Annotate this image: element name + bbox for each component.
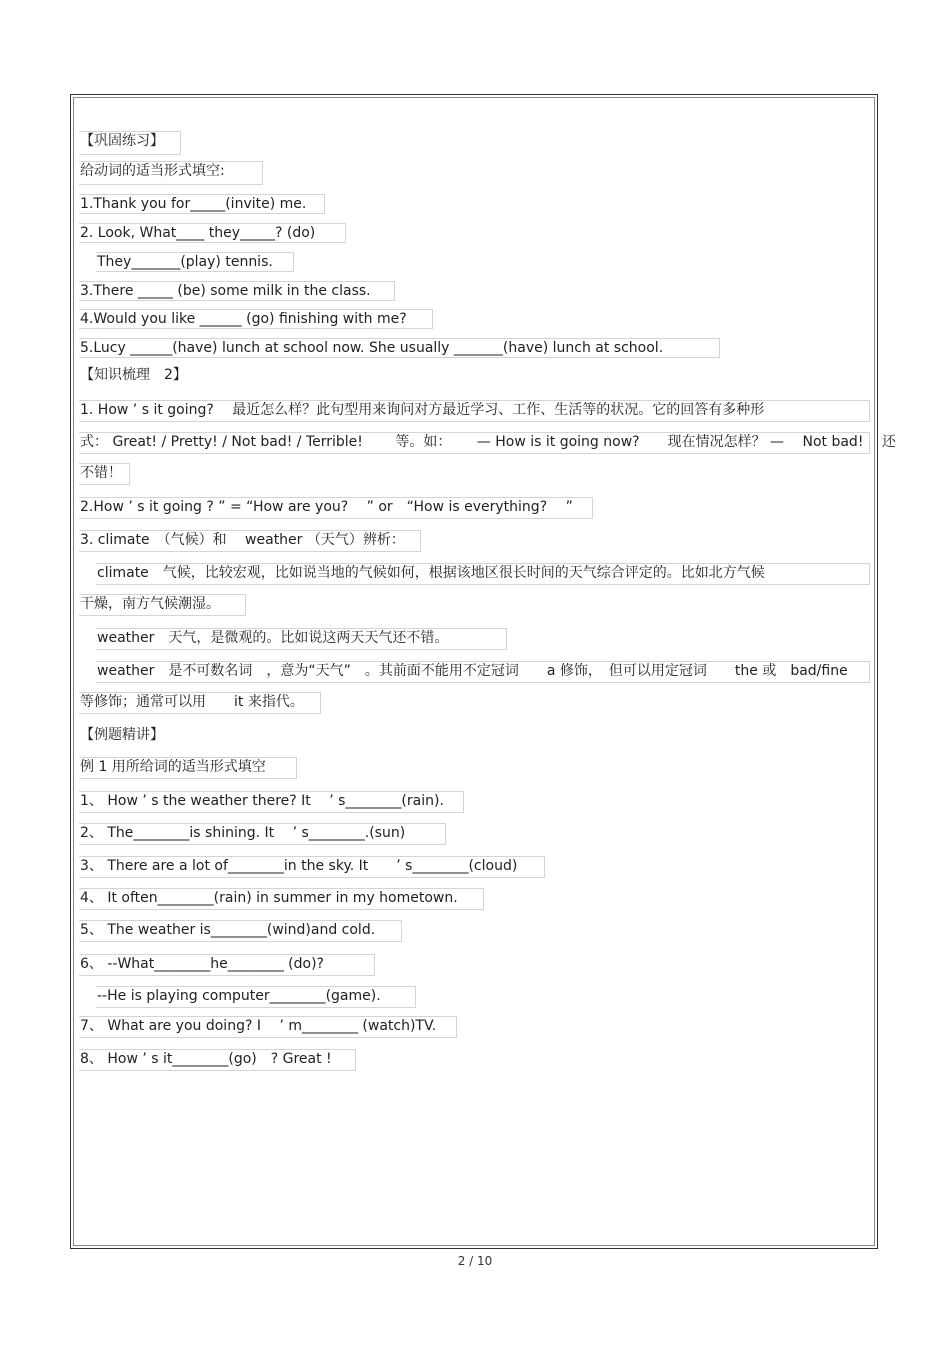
practice-instruction: 给动词的适当形式填空: <box>79 161 263 185</box>
knowledge-line-3: 不错！ <box>79 463 130 485</box>
knowledge-line-2: 式： Great! / Pretty! / Not bad! / Terrible! 等。如： — How is it going now? 现在情况怎样？ — Not bad! 还 <box>79 432 870 454</box>
section-heading-knowledge: 【知识梳理 2】 <box>80 367 187 383</box>
example-item-6-answer: --He is playing computer________(game). <box>96 986 416 1008</box>
example-item-3: 3、 There are a lot of________in the sky. It ’ s________(cloud) <box>79 856 545 878</box>
example-item-1: 1、 How ’ s the weather there? It ’ s________(rain). <box>79 791 464 813</box>
practice-item-2-answer: They_______(play) tennis. <box>96 252 294 272</box>
knowledge-line-6: climate 气候，比较宏观，比如说当地的气候如何，根据该地区很长时间的天气综合评定的。比如北方气候 <box>96 563 870 585</box>
example-item-6: 6、 --What________he________ (do)? <box>79 954 375 976</box>
section-heading-practice: 【巩固练习】 <box>79 131 181 155</box>
knowledge-line-10: 等修饰；通常可以用 it 来指代。 <box>79 692 321 714</box>
example-item-2: 2、 The________is shining. It ’ s________.(sun) <box>79 823 446 845</box>
knowledge-line-7: 干燥，南方气候潮湿。 <box>79 594 246 616</box>
example-item-8: 8、 How ’ s it________(go) ? Great ! <box>79 1049 356 1071</box>
practice-item-1: 1.Thank you for_____(invite) me. <box>79 194 325 214</box>
knowledge-line-9: weather 是不可数名词 ，意为“天气” 。其前面不能用不定冠词 a 修饰， 但可以用定冠词 the 或 bad/fine <box>96 661 870 683</box>
example-item-5: 5、 The weather is________(wind)and cold. <box>79 920 402 942</box>
example-title: 例 1 用所给词的适当形式填空 <box>79 757 297 779</box>
knowledge-line-5: 3. climate （气候）和 weather （天气）辨析： <box>79 530 421 552</box>
section-heading-examples: 【例题精讲】 <box>80 727 164 743</box>
practice-item-5: 5.Lucy ______(have) lunch at school now. She usually _______(have) lunch at school. <box>79 338 720 358</box>
knowledge-line-4: 2.How ’ s it going ? ” = “How are you? ” or “How is everything? ” <box>79 497 593 519</box>
page-number: 2 / 10 <box>457 1254 493 1268</box>
example-item-7: 7、 What are you doing? I ’ m________ (watch)TV. <box>79 1016 457 1038</box>
knowledge-line-1: 1. How ’ s it going? 最近怎么样？此句型用来询问对方最近学习、工作、生活等的状况。它的回答有多种形 <box>79 400 870 422</box>
example-item-4: 4、 It often________(rain) in summer in my hometown. <box>79 888 484 910</box>
practice-item-2: 2. Look, What____ they_____? (do) <box>79 223 346 243</box>
practice-item-3: 3.There _____ (be) some milk in the class. <box>79 281 395 301</box>
practice-item-4: 4.Would you like ______ (go) finishing with me? <box>79 309 433 329</box>
knowledge-line-8: weather 天气，是微观的。比如说这两天天气还不错。 <box>96 628 507 650</box>
